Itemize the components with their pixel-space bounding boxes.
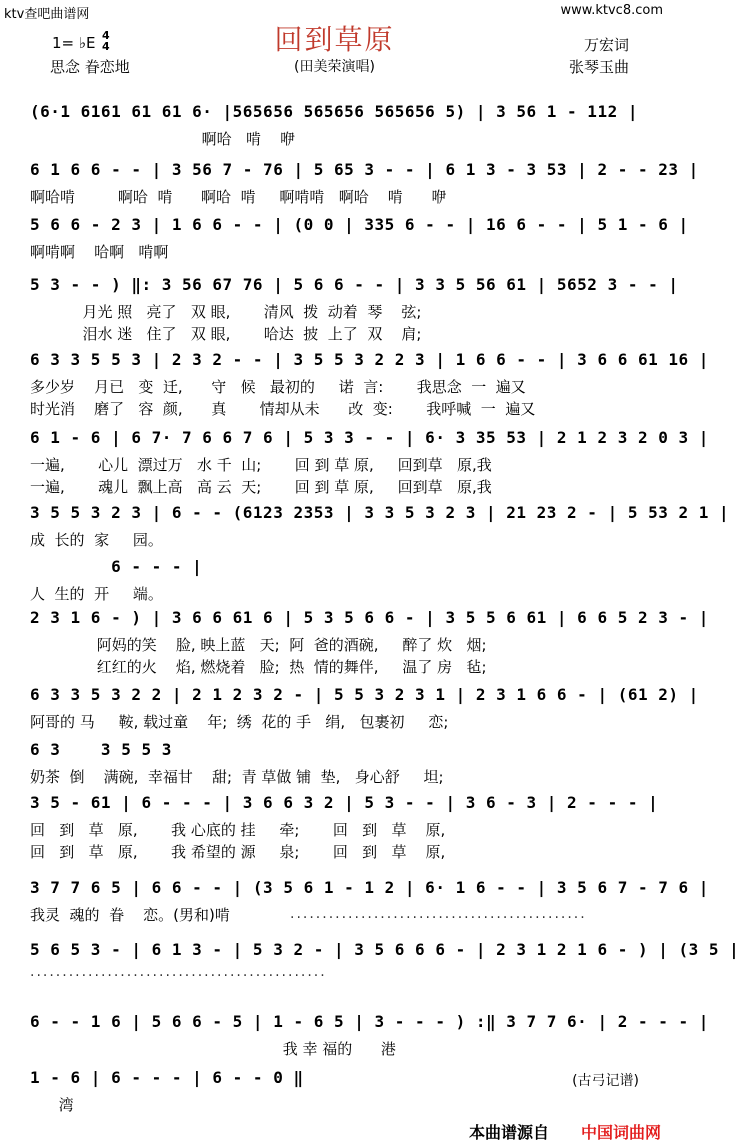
time-signature: 4 4 <box>102 29 110 53</box>
notation-line: 6 3 3 5 5 3 <box>30 740 172 759</box>
lyric-line: 人 生的 开 端。 <box>30 585 163 603</box>
lyric-line: 回 到 草 原, 我 希望的 源 泉; 回 到 草 原, <box>30 843 446 861</box>
lyric-line: 一遍, 心儿 漂过万 水 千 山; 回 到 草 原, 回到草 原,我 <box>30 456 492 474</box>
lyric-line: 时光消 磨了 容 颜, 真 情却从未 改 变: 我呼喊 一 遍又 <box>30 400 536 418</box>
lyric-line: 啊啃啊 哈啊 啃啊 <box>30 243 169 261</box>
notation-line: 5 6 6 - 2 3 | 1 6 6 - - | (0 0 | 335 6 - - | 16 6 - - | 5 1 - 6 | <box>30 215 689 234</box>
notation-line: 3 7 7 6 5 | 6 6 - - | (3 5 6 1 - 1 2 | 6· 1 6 - - | 3 5 6 7 - 7 6 | <box>30 878 709 897</box>
notation-line: 1 - 6 | 6 - - - | 6 - - 0 ‖ <box>30 1068 304 1087</box>
lyric-line: 啊哈 啃 咿 <box>30 130 296 148</box>
watermark-right: www.ktvc8.com <box>560 3 663 18</box>
lyric-line: 成 长的 家 园。 <box>30 531 163 549</box>
watermark-left: ktv查吧曲谱网 <box>4 7 90 22</box>
notation-line: 3 5 - 61 | 6 - - - | 3 6 6 3 2 | 5 3 - - | 3 6 - 3 | 2 - - - | <box>30 793 659 812</box>
notation-line: 5 6 5 3 - | 6 1 3 - | 5 3 2 - | 3 5 6 6 6 - | 2 3 1 2 1 6 - ) | (3 5 | <box>30 940 739 959</box>
source-label: 本曲谱源自 <box>468 1123 549 1142</box>
lyric-line: 泪水 迷 住了 双 眼, 哈达 披 上了 双 肩; <box>30 325 422 343</box>
lyricist: 万宏词 <box>583 36 629 54</box>
song-title: 回到草原 <box>274 23 395 56</box>
notation-line: 3 5 5 3 2 3 | 6 - - (6123 2353 | 3 3 5 3 2 3 | 21 23 2 - | 5 53 2 1 | <box>30 503 730 522</box>
composer: 张琴玉曲 <box>568 58 629 76</box>
lyric-line: 多少岁 月已 变 迁, 守 候 最初的 诺 言: 我思念 一 遍又 <box>30 378 526 396</box>
continuation-dots: ·············································· <box>290 910 587 926</box>
lyric-line: 湾 <box>30 1096 74 1114</box>
lyric-line: 月光 照 亮了 双 眼, 清风 拨 动着 琴 弦; <box>30 303 422 321</box>
key-signature: 1= ♭E <box>52 34 96 52</box>
notation-line: 6 1 6 6 - - | 3 56 7 - 76 | 5 65 3 - - | 6 1 3 - 3 53 | 2 - - 23 | <box>30 160 699 179</box>
notation-line: 6 1 - 6 | 6 7· 7 6 6 7 6 | 5 3 3 - - | 6· 3 35 53 | 2 1 2 3 2 0 3 | <box>30 428 709 447</box>
notation-line: 6 3 3 5 5 3 | 2 3 2 - - | 3 5 5 3 2 2 3 | 1 6 6 - - | 3 6 6 61 16 | <box>30 350 709 369</box>
lyric-line: 一遍, 魂儿 飘上高 高 云 天; 回 到 草 原, 回到草 原,我 <box>30 478 492 496</box>
lyric-line: 阿哥的 马 鞍, 载过童 年; 绣 花的 手 绢, 包裹初 恋; <box>30 713 449 731</box>
transcriber-note: (古弓记谱) <box>572 1073 639 1089</box>
singer: (田美荣演唱) <box>294 59 375 75</box>
site-name: 中国词曲网 <box>580 1123 661 1142</box>
notation-line: 6 - - - | <box>30 557 203 576</box>
lyric-line: 我灵 魂的 眷 恋。(男和)啃 <box>30 906 230 924</box>
lyric-line: 奶茶 倒 满碗, 幸福甘 甜; 青 草做 铺 垫, 身心舒 坦; <box>30 768 444 786</box>
notation-line: 6 3 3 5 3 2 2 | 2 1 2 3 2 - | 5 5 3 2 3 1 | 2 3 1 6 6 - | (61 2) | <box>30 685 699 704</box>
notation-line: 2 3 1 6 - ) | 3 6 6 61 6 | 5 3 5 6 6 - | 3 5 5 6 61 | 6 6 5 2 3 - | <box>30 608 709 627</box>
notation-line: 5 3 - - ) ‖: 3 56 67 76 | 5 6 6 - - | 3 3 5 56 61 | 5652 3 - - | <box>30 275 679 294</box>
lyric-line: 回 到 草 原, 我 心底的 挂 牵; 回 到 草 原, <box>30 821 446 839</box>
lyric-line: 阿妈的笑 脸, 映上蓝 天; 阿 爸的酒碗, 醉了 炊 烟; <box>30 636 487 654</box>
notation-line: 6 - - 1 6 | 5 6 6 - 5 | 1 - 6 5 | 3 - - - ) :‖ 3 7 7 6· | 2 - - - | <box>30 1012 709 1031</box>
mood-marking: 思念 眷恋地 <box>50 58 130 76</box>
lyric-line: 我 幸 福的 港 <box>30 1040 396 1058</box>
continuation-dots-2: ·············································· <box>30 968 327 984</box>
lyric-line: 啊哈啃 啊哈 啃 啊哈 啃 啊啃啃 啊哈 啃 咿 <box>30 188 447 206</box>
lyric-line: 红红的火 焰, 燃烧着 脸; 热 情的舞伴, 温了 房 毡; <box>30 658 487 676</box>
notation-line: (6·1 6161 61 61 6· |565656 565656 565656 5) | 3 56 1 - 112 | <box>30 102 638 121</box>
